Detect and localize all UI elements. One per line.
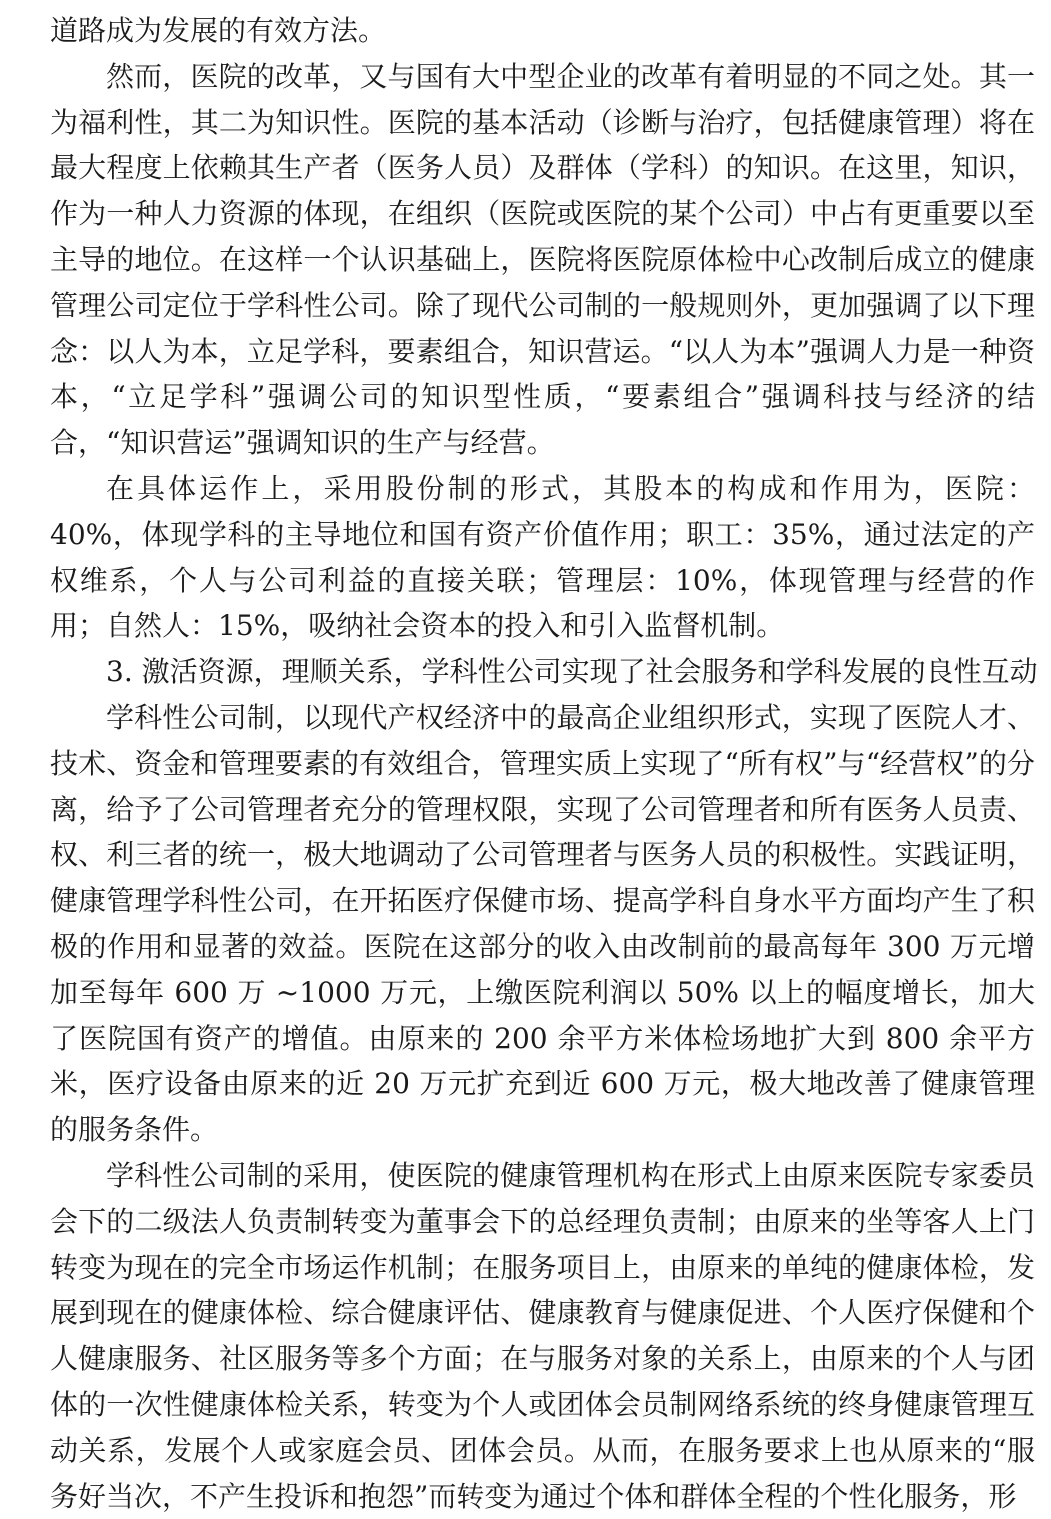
- document-page: [50, 8, 1038, 1519]
- paragraph-company-system: 学科性公司制，以现代产权经济中的最高企业组织形式，实现了医院人才、技术、资金和管理要素的有效组合，管理实质上实现了“所有权”与“经营权”的分离，给予了公司管理者充分的管理权限，实现了公司管理者和所有医务人员责、权、利三者的统一，极大地调动了公司管理者与医务人员的积极性。实践证明，健康管理学科性公司，在开拓医疗保健市场、提高学科自身水平方面均产生了积极的作用和显著的效益。医院在这部分的收入由改制前的最高每年 300 万元增加至每年 600 万 ~1000 万元，上缴医院利润以 50% 以上的幅度增长，加大了医院国有资产的增值。由原来的 200 余平方米体检场地扩大到 800 余平方米，医疗设备由原来的近 20 万元扩充到近 600 万元，极大地改善了健康管理的服务条件。: [50, 700, 1035, 1147]
- section-heading-3: 3. 激活资源，理顺关系，学科性公司实现了社会服务和学科发展的良性互动: [106, 655, 1038, 689]
- paragraph-continuation: 道路成为发展的有效方法。: [50, 14, 387, 47]
- paragraph-hospital-reform: 然而，医院的改革，又与国有大中型企业的改革有着明显的不同之处。其一为福利性，其二为知识性。医院的基本活动（诊断与治疗，包括健康管理）将在最大程度上依赖其生产者（医务人员）及群体（学科）的知识。在这里，知识，作为一种人力资源的体现，在组织（医院或医院的某个公司）中占有更重要以至主导的地位。在这样一个认识基础上，医院将医院原体检中心改制后成立的健康管理公司定位于学科性公司。除了现代公司制的一般规则外，更加强调了以下理念：以人为本，立足学科，要素组合，知识营运。“以人为本”强调人力是一种资本，“立足学科”强调公司的知识型性质，“要素组合”强调科技与经济的结合，“知识营运”强调知识的生产与经营。: [50, 59, 1035, 460]
- paragraph-service-transformation: 学科性公司制的采用，使医院的健康管理机构在形式上由原来医院专家委员会下的二级法人负责制转变为董事会下的总经理负责制；由原来的坐等客人上门转变为现在的完全市场运作机制；在服务项目上，由原来的单纯的健康体检，发展到现在的健康体检、综合健康评估、健康教育与健康促进、个人医疗保健和个人健康服务、社区服务等多个方面；在与服务对象的关系上，由原来的个人与团体的一次性健康体检关系，转变为个人或团体会员制网络系统的终身健康管理互动关系，发展个人或家庭会员、团体会员。从而，在服务要求上也从原来的“服务好当次，不产生投诉和抱怨”而转变为通过个体和群体全程的个性化服务，形: [50, 1158, 1035, 1513]
- paragraph-share-structure: 在具体运作上，采用股份制的形式，其股本的构成和作用为，医院：40%，体现学科的主导地位和国有资产价值作用；职工：35%，通过法定的产权维系，个人与公司利益的直接关联；管理层：10%，体现管理与经营的作用；自然人：15%，吸纳社会资本的投入和引入监督机制。: [50, 471, 1035, 643]
